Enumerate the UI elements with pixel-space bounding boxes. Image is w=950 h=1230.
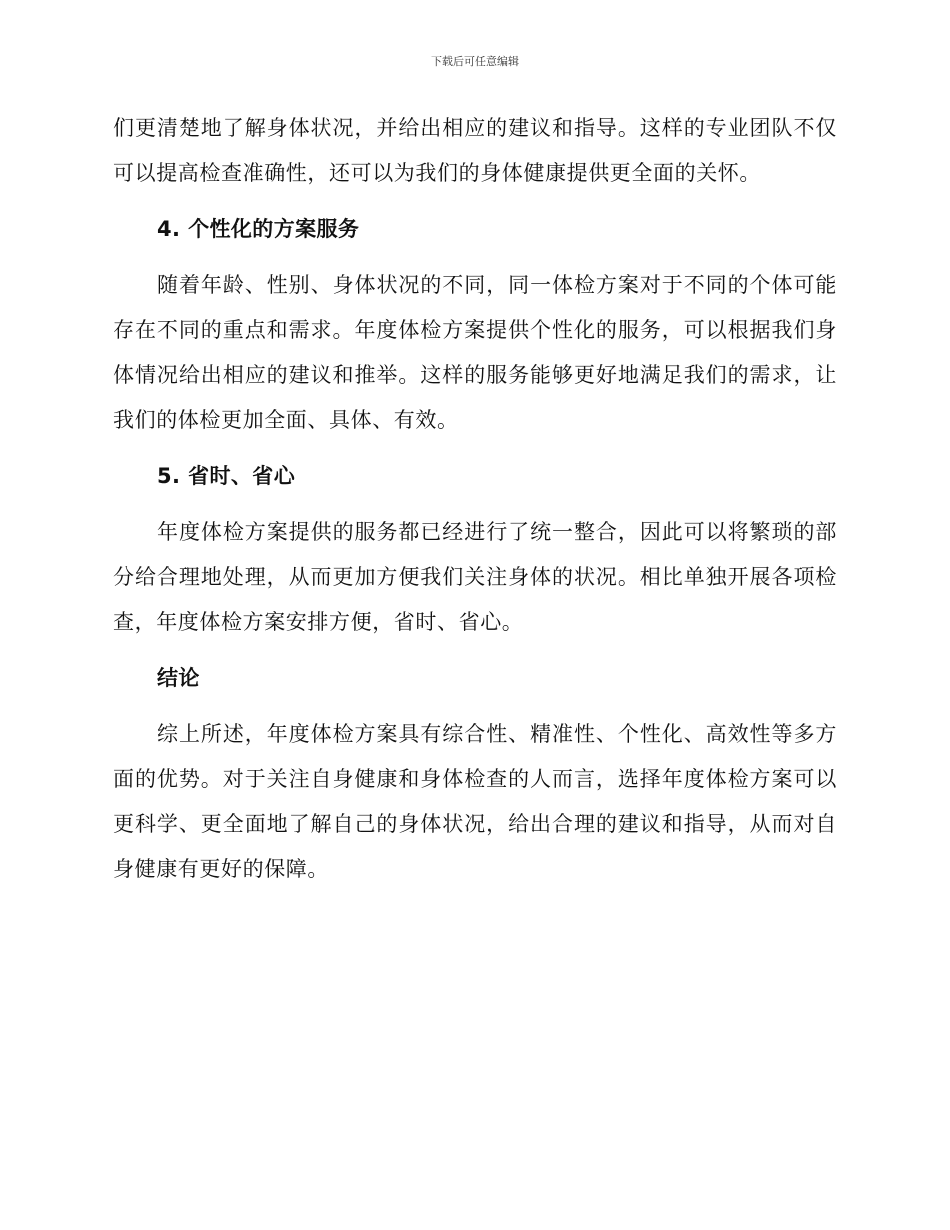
page-header: 下载后可任意编辑: [431, 55, 519, 68]
conclusion-heading: 结论: [157, 666, 200, 690]
conclusion-paragraph: 综上所述，年度体检方案具有综合性、精准性、个性化、高效性等多方面的优势。对于关注自身健康和身体检查的人而言，选择年度体检方案可以更科学、更全面地了解自己的身体状况，给出合理的建议和指导，从而对自身健康有更好的保障。: [113, 722, 837, 881]
section-4-paragraph: 随着年龄、性别、身体状况的不同，同一体检方案对于不同的个体可能存在不同的重点和需求。年度体检方案提供个性化的服务，可以根据我们身体情况给出相应的建议和推举。这样的服务能够更好地满足我们的需求，让我们的体检更加全面、具体、有效。: [113, 273, 837, 432]
section-5-heading: 5. 省时、省心: [157, 464, 296, 488]
intro-continuation-paragraph: 们更清楚地了解身体状况，并给出相应的建议和指导。这样的专业团队不仅可以提高检查准确性，还可以为我们的身体健康提供更全面的关怀。: [113, 116, 837, 185]
document-body: [113, 106, 837, 892]
section-5-paragraph: 年度体检方案提供的服务都已经进行了统一整合，因此可以将繁琐的部分给合理地处理，从而更加方便我们关注身体的状况。相比单独开展各项检查，年度体检方案安排方便，省时、省心。: [113, 520, 837, 634]
section-4-heading: 4. 个性化的方案服务: [157, 217, 360, 241]
